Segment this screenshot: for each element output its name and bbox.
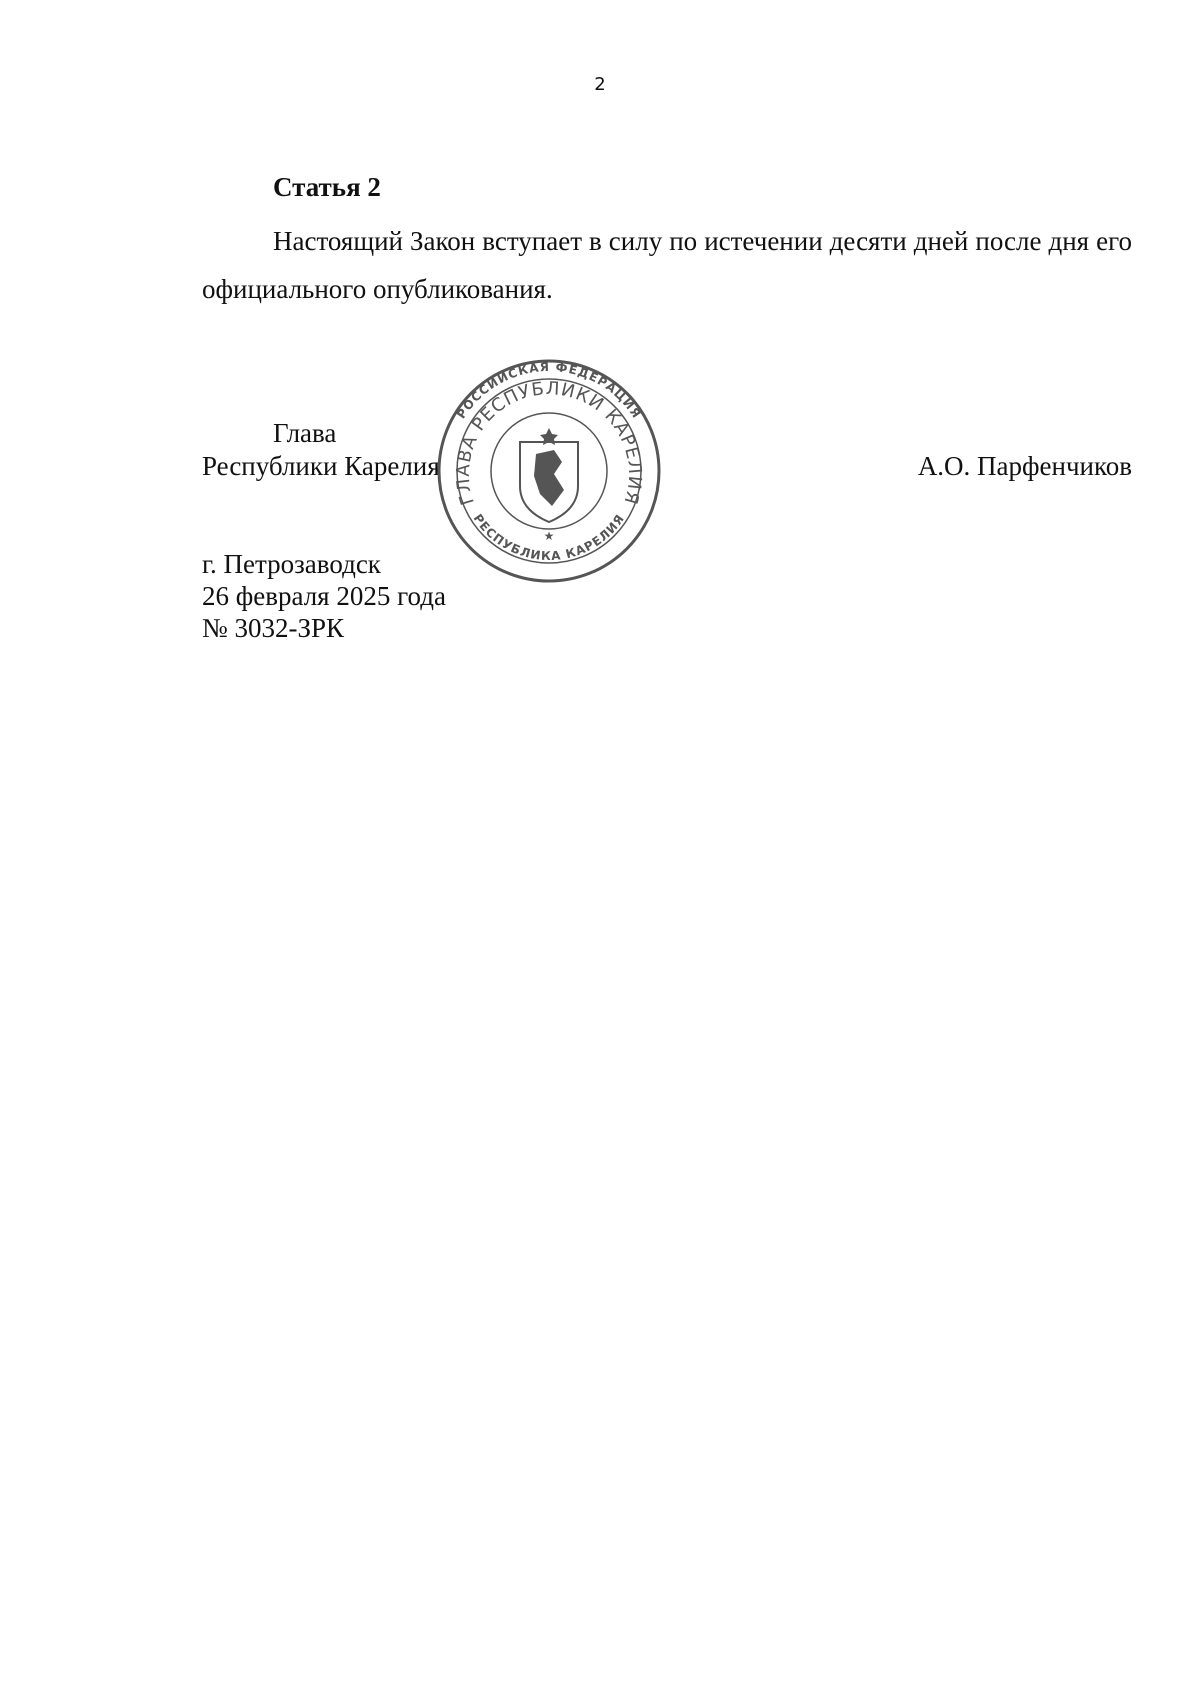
signatory-title-line2: Республики Карелия	[202, 451, 440, 481]
city: г. Петрозаводск	[202, 549, 381, 579]
document-footer	[202, 548, 446, 644]
star-icon: ★	[543, 529, 555, 543]
svg-text:РЕСПУБЛИКА КАРЕЛИЯ: РЕСПУБЛИКА КАРЕЛИЯ	[470, 511, 628, 564]
article-heading: Статья 2	[273, 172, 381, 202]
official-seal	[436, 358, 662, 584]
signatory-name: А.О. Парфенчиков	[917, 451, 1132, 481]
signing-date: 26 февраля 2025 года	[202, 581, 446, 611]
svg-text:РОССИЙСКАЯ ФЕДЕРАЦИЯ: РОССИЙСКАЯ ФЕДЕРАЦИЯ	[454, 359, 644, 422]
law-number: № 3032-ЗРК	[202, 613, 345, 643]
svg-text:ГЛАВА РЕСПУБЛИКИ КАРЕЛИЯ: ГЛАВА РЕСПУБЛИКИ КАРЕЛИЯ	[452, 378, 646, 508]
page-number: 2	[594, 74, 606, 95]
article-body: Настоящий Закон вступает в силу по истечении десяти дней после дня его официального опубликования.	[202, 226, 1132, 304]
coat-of-arms-icon	[520, 428, 578, 522]
signatory-title-line1: Глава	[273, 418, 337, 448]
